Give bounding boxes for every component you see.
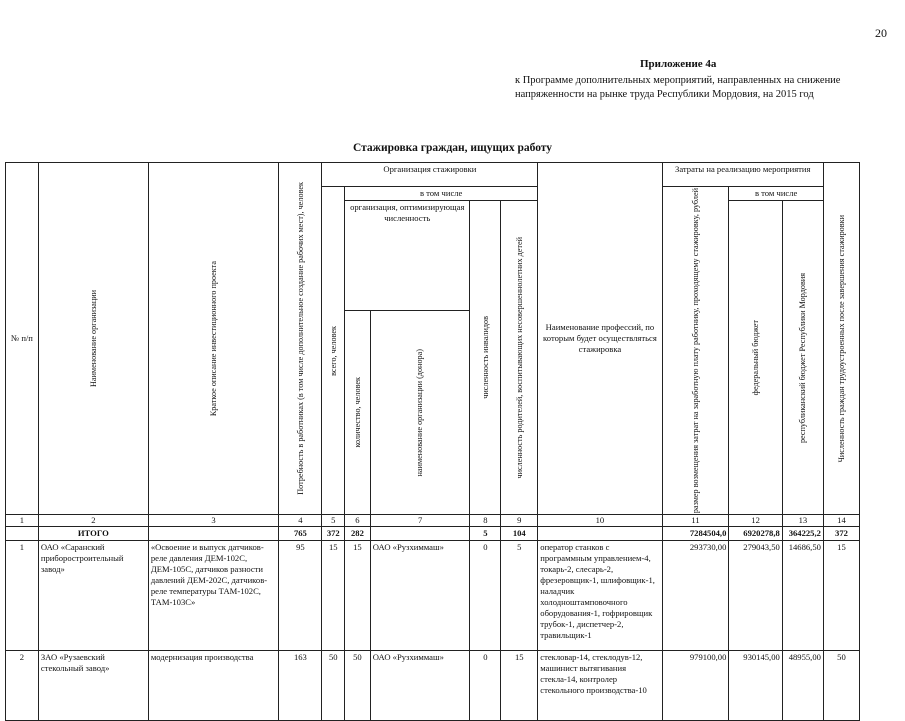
header-total-people: всего, человек xyxy=(322,187,345,515)
col-number: 8 xyxy=(470,515,501,527)
internship-table xyxy=(5,162,860,721)
header-project: Краткое описание инвестиционного проекта xyxy=(148,163,279,515)
total-project xyxy=(148,527,279,541)
col-number: 9 xyxy=(501,515,538,527)
header-republic: республиканский бюджет Республики Мордовия xyxy=(782,201,823,515)
header-costs: Затраты на реализацию мероприятия xyxy=(662,163,823,187)
col-number: 6 xyxy=(345,515,371,527)
header-org-donor: наименование организации (донора) xyxy=(370,311,470,515)
table-row xyxy=(6,541,860,651)
header-org-name: Наименование организации xyxy=(38,163,148,515)
row-total: 50 xyxy=(322,651,345,721)
row-disabled: 0 xyxy=(470,541,501,651)
row-donor: ОАО «Рузхиммаш» xyxy=(370,651,470,721)
row-reimbursement: 293730,00 xyxy=(662,541,729,651)
row-quantity: 15 xyxy=(345,541,371,651)
annex-subtitle: к Программе дополнительных мероприятий, направленных на снижение напряженности на рынке труда Республики Мордовия, на 2015 год xyxy=(515,75,841,100)
header-professions: Наименование профессий, по которым будет осуществляться стажировка xyxy=(538,163,662,515)
total-professions xyxy=(538,527,662,541)
col-number: 2 xyxy=(38,515,148,527)
header-reimbursement: размер возмещения затрат на заработную плату работнику, проходящему стажировку, рублей xyxy=(662,187,729,515)
row-project: модернизация производства xyxy=(148,651,279,721)
row-disabled: 0 xyxy=(470,651,501,721)
row-federal: 930145,00 xyxy=(729,651,782,721)
total-label: ИТОГО xyxy=(38,527,148,541)
total-total: 372 xyxy=(322,527,345,541)
header-including: в том числе xyxy=(345,187,538,201)
header-federal: федеральный бюджет xyxy=(729,201,782,515)
row-employed: 15 xyxy=(823,541,859,651)
row-donor: ОАО «Рузхиммаш» xyxy=(370,541,470,651)
header-need: Потребность в работниках (в том числе дополнительное создание рабочих мест), человек xyxy=(279,163,322,515)
header-quantity: количество, человек xyxy=(345,311,371,515)
col-number: 12 xyxy=(729,515,782,527)
page-number: 20 xyxy=(875,26,887,40)
table-title: Стажировка граждан, ищущих работу xyxy=(352,142,553,154)
header-employed: Численность граждан трудоустроенных после завершения стажировки xyxy=(823,163,859,515)
row-need: 163 xyxy=(279,651,322,721)
total-num xyxy=(6,527,39,541)
annex-title: Приложение 4а xyxy=(640,58,717,70)
total-quantity: 282 xyxy=(345,527,371,541)
col-number: 5 xyxy=(322,515,345,527)
total-federal: 6920278,8 xyxy=(729,527,782,541)
row-total: 15 xyxy=(322,541,345,651)
row-professions: стекловар-14, стеклодув-12, машинист вытягивания стекла-14, контролер стекольного производства-10 xyxy=(538,651,662,721)
total-donor xyxy=(370,527,470,541)
total-parents: 104 xyxy=(501,527,538,541)
row-federal: 279043,50 xyxy=(729,541,782,651)
row-republic: 14686,50 xyxy=(782,541,823,651)
row-reimbursement: 979100,00 xyxy=(662,651,729,721)
table-row xyxy=(6,651,860,721)
header-internship-org: Организация стажировки xyxy=(322,163,538,187)
col-number: 3 xyxy=(148,515,279,527)
col-number: 10 xyxy=(538,515,662,527)
row-quantity: 50 xyxy=(345,651,371,721)
col-number: 7 xyxy=(370,515,470,527)
row-employed: 50 xyxy=(823,651,859,721)
total-reimbursement: 7284504,0 xyxy=(662,527,729,541)
col-number: 1 xyxy=(6,515,39,527)
row-parents: 15 xyxy=(501,651,538,721)
header-num: № п/п xyxy=(6,163,39,515)
header-disabled: численность инвалидов xyxy=(470,201,501,515)
row-republic: 48955,00 xyxy=(782,651,823,721)
col-number: 11 xyxy=(662,515,729,527)
row-org: ЗАО «Рузаевский стекольный завод» xyxy=(38,651,148,721)
total-disabled: 5 xyxy=(470,527,501,541)
header-parents: численность родителей, воспитывающих несовершеннолетних детей xyxy=(501,201,538,515)
column-numbers-row xyxy=(6,515,860,527)
total-row xyxy=(6,527,860,541)
total-need: 765 xyxy=(279,527,322,541)
row-org: ОАО «Саранский приборостроительный завод» xyxy=(38,541,148,651)
col-number: 13 xyxy=(782,515,823,527)
row-project: «Освоение и выпуск датчиков-реле давления ДЕМ-102С, ДЕМ-105С, датчиков разности давлений ДЕМ-202С, датчиков-реле температуры ТАМ-102С, ТАМ-103С» xyxy=(148,541,279,651)
row-professions: оператор станков с программным управлением-4, токарь-2, слесарь-2, фрезеровщик-1, шлифовщик-1, наладчик холодноштамповочного оборудования-1, гофрировщик трубок-1, диспетчер-2, травильщик-1 xyxy=(538,541,662,651)
row-num: 2 xyxy=(6,651,39,721)
header-optimizing: организация, оптимизирующая численность xyxy=(345,201,470,311)
total-republic: 364225,2 xyxy=(782,527,823,541)
row-num: 1 xyxy=(6,541,39,651)
row-parents: 5 xyxy=(501,541,538,651)
col-number: 4 xyxy=(279,515,322,527)
col-number: 14 xyxy=(823,515,859,527)
header-including-2: в том числе xyxy=(729,187,824,201)
total-employed: 372 xyxy=(823,527,859,541)
row-need: 95 xyxy=(279,541,322,651)
